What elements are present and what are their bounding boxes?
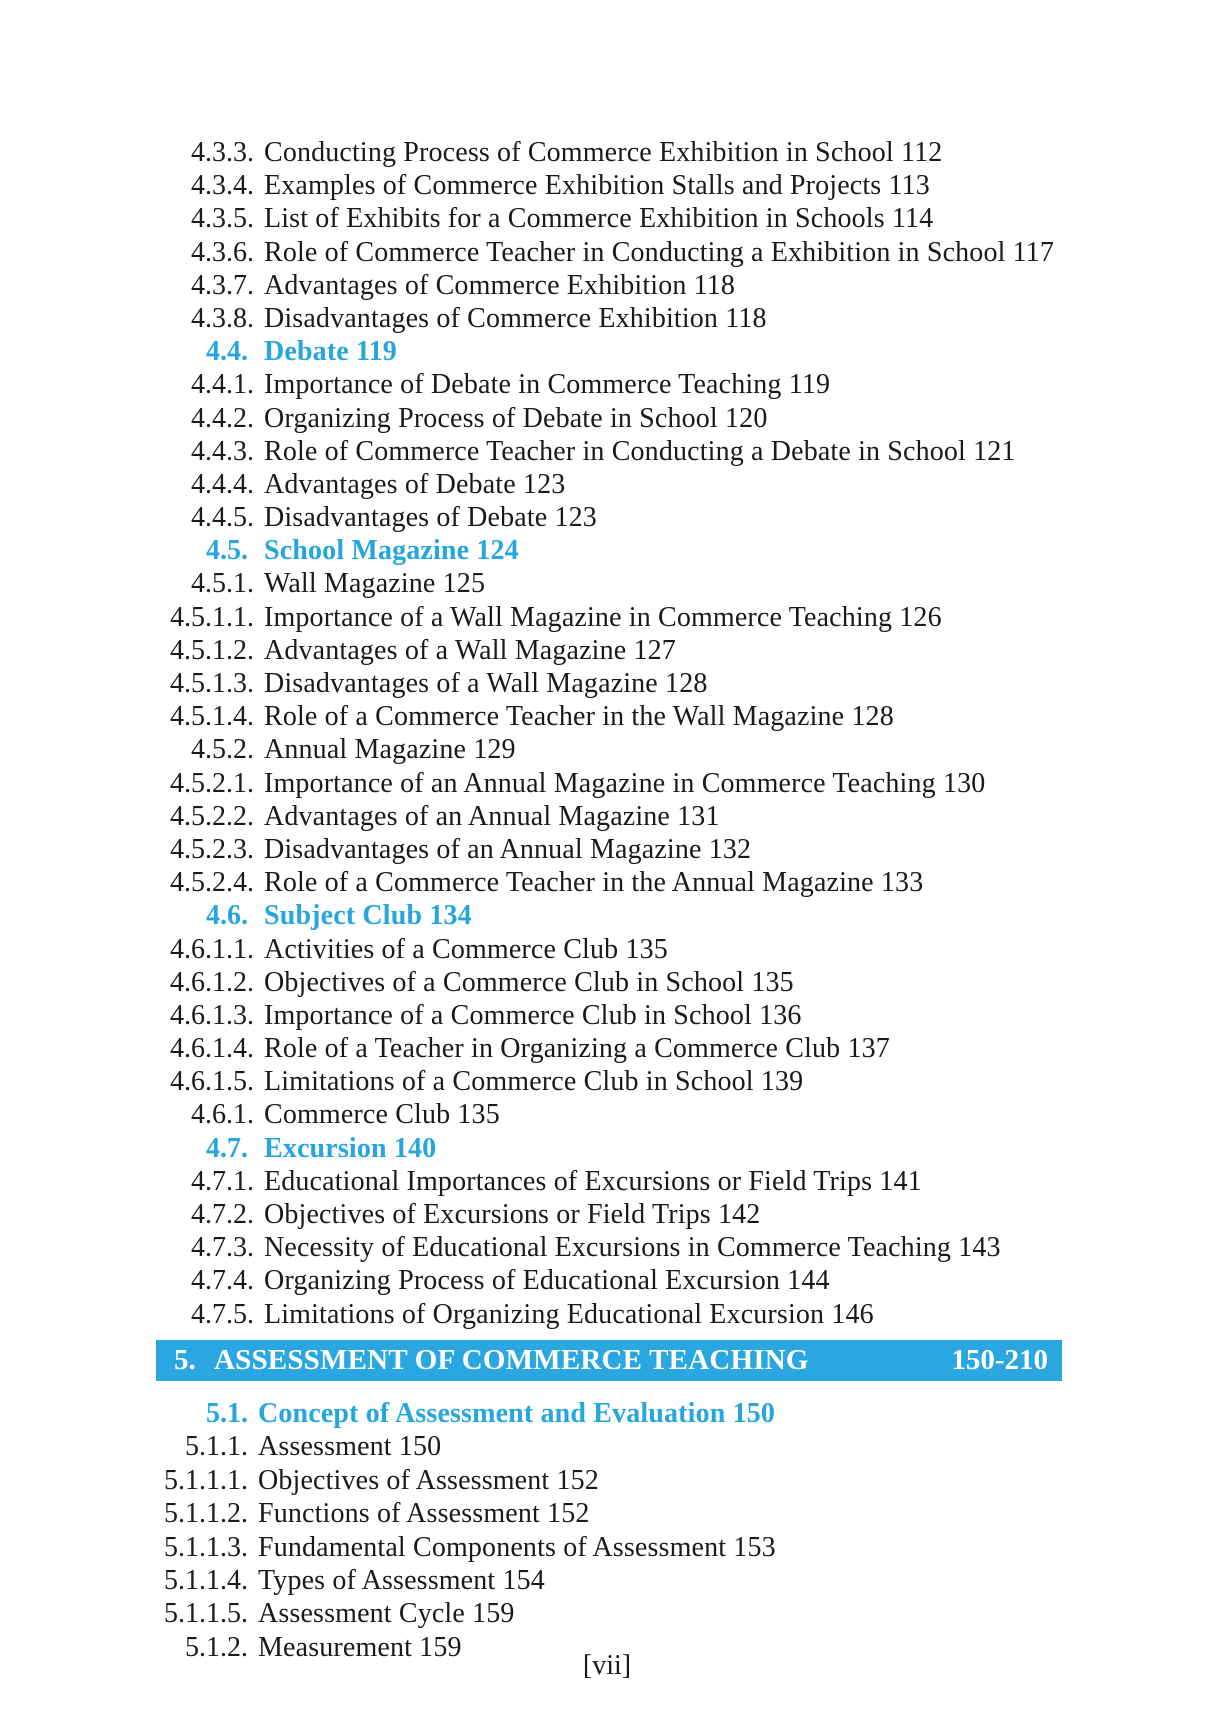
toc-entry-number: 4.5.	[206, 535, 248, 567]
toc-entry-title: Conducting Process of Commerce Exhibition in School 112	[264, 137, 943, 168]
toc-entry-number: 4.6.1.5.	[170, 1066, 254, 1098]
toc-entry-number: 4.5.1.2.	[170, 634, 254, 666]
toc-entry	[0, 634, 1214, 667]
toc-entry-title: Excursion 140	[264, 1132, 437, 1164]
toc-entry-number: 4.3.4.	[191, 170, 254, 202]
toc-entry	[0, 1198, 1214, 1231]
toc-entry-title: Annual Magazine 129	[264, 734, 516, 766]
toc-entry	[0, 1264, 1214, 1297]
toc-entry	[0, 1430, 1214, 1463]
toc-entry-number: 4.4.4.	[191, 468, 254, 500]
toc-entry-number: 4.4.1.	[191, 369, 254, 401]
toc-entry-title: Role of Commerce Teacher in Conducting a Exhibition in School 117	[264, 236, 1055, 268]
toc-entry-title: List of Exhibits for a Commerce Exhibition in Schools 114	[264, 203, 934, 235]
toc-entry-title: Role of Commerce Teacher in Conducting a Debate in School 121	[264, 435, 1016, 467]
toc-entry-title: Assessment Cycle 159	[258, 1598, 515, 1630]
toc-entry-title: Assessment 150	[258, 1431, 442, 1463]
toc-entry-title: Disadvantages of Debate 123	[264, 502, 597, 534]
toc-entry	[0, 302, 1214, 335]
toc-section-heading	[0, 335, 1214, 368]
toc-entry	[0, 468, 1214, 501]
toc-entry-title: Functions of Assessment 152	[258, 1498, 590, 1530]
toc-entry-number: 4.4.2.	[191, 402, 254, 434]
toc-entry-number: 5.1.2.	[185, 1631, 248, 1663]
toc-entry-number: 4.5.2.	[191, 734, 254, 766]
toc-entry-title: Limitations of a Commerce Club in School 139	[264, 1066, 804, 1098]
toc-entry-title: Disadvantages of a Wall Magazine 128	[264, 668, 708, 699]
toc-entry	[0, 402, 1214, 435]
toc-entry-number: 4.5.1.1.	[170, 601, 254, 633]
toc-entry	[0, 833, 1214, 866]
toc-entry-title: Commerce Club 135	[264, 1099, 500, 1131]
toc-section-heading	[0, 1132, 1214, 1165]
toc-entry	[0, 1497, 1214, 1530]
toc-entry-title: Organizing Process of Debate in School 120	[264, 402, 768, 434]
toc-entry	[0, 435, 1214, 468]
toc-entry-number: 5.1.	[206, 1398, 248, 1429]
toc-entry-title: Objectives of a Commerce Club in School 135	[264, 966, 794, 998]
toc-entry-title: Activities of a Commerce Club 135	[264, 933, 668, 965]
toc-entry-number: 5.1.1.1.	[164, 1464, 248, 1496]
toc-entry-number: 4.6.1.2.	[170, 966, 254, 998]
toc-entry-number: 4.7.1.	[191, 1165, 254, 1197]
toc-section-heading	[0, 534, 1214, 567]
toc-entry	[0, 700, 1214, 733]
toc-entry	[0, 136, 1214, 169]
toc-entry-title: Necessity of Educational Excursions in Commerce Teaching 143	[264, 1232, 1001, 1264]
toc-entry-number: 4.6.1.4.	[170, 1033, 254, 1065]
toc-entry-title: Disadvantages of an Annual Magazine 132	[264, 833, 752, 865]
toc-entry-number: 4.7.2.	[191, 1199, 254, 1230]
toc-entry-number: 4.6.	[206, 900, 248, 932]
toc-entry	[0, 236, 1214, 269]
toc-entry-title: Wall Magazine 125	[264, 568, 486, 600]
toc-entry-number: 4.4.	[206, 336, 248, 368]
chapter-page-range: 150-210	[951, 1344, 1048, 1376]
toc-entry-title: School Magazine 124	[264, 535, 519, 567]
toc-entry-title: Limitations of Organizing Educational Excursion 146	[264, 1298, 874, 1330]
toc-entry-title: Advantages of Commerce Exhibition 118	[264, 269, 736, 301]
toc-section-a	[0, 136, 1214, 1331]
toc-entry	[0, 733, 1214, 766]
toc-entry-title: Role of a Teacher in Organizing a Commerce Club 137	[264, 1033, 890, 1065]
toc-entry	[0, 169, 1214, 202]
toc-entry-title: Types of Assessment 154	[258, 1564, 545, 1596]
toc-entry-number: 5.1.1.4.	[164, 1564, 248, 1596]
toc-entry-number: 4.5.1.3.	[170, 668, 254, 699]
toc-entry-number: 4.3.6.	[191, 236, 254, 268]
toc-entry-number: 5.1.1.5.	[164, 1598, 248, 1630]
toc-entry-number: 4.5.2.4.	[170, 867, 254, 899]
toc-entry	[0, 601, 1214, 634]
toc-entry-title: Measurement 159	[258, 1631, 462, 1663]
toc-entry-title: Objectives of Assessment 152	[258, 1464, 599, 1496]
toc-entry-title: Concept of Assessment and Evaluation 150	[258, 1398, 776, 1429]
page-number: [vii]	[582, 1650, 632, 1681]
toc-entry-title: Debate 119	[264, 336, 397, 368]
toc-entry-title: Disadvantages of Commerce Exhibition 118	[264, 302, 767, 334]
toc-entry-number: 4.6.1.1.	[170, 933, 254, 965]
toc-entry-number: 4.3.3.	[191, 137, 254, 168]
toc-entry	[0, 667, 1214, 700]
toc-entry-number: 4.7.	[206, 1132, 248, 1164]
toc-entry	[0, 567, 1214, 600]
toc-entry-title: Organizing Process of Educational Excursion 144	[264, 1265, 830, 1297]
chapter-title: ASSESSMENT OF COMMERCE TEACHING	[214, 1344, 809, 1376]
toc-entry-title: Advantages of a Wall Magazine 127	[264, 634, 676, 666]
toc-entry	[0, 1032, 1214, 1065]
toc-entry	[0, 933, 1214, 966]
toc-entry-title: Importance of a Wall Magazine in Commerce Teaching 126	[264, 601, 942, 633]
toc-entry	[0, 866, 1214, 899]
toc-entry-title: Advantages of an Annual Magazine 131	[264, 800, 720, 832]
toc-entry-number: 4.3.8.	[191, 302, 254, 334]
toc-entry-title: Importance of an Annual Magazine in Commerce Teaching 130	[264, 767, 986, 799]
toc-entry	[0, 1531, 1214, 1564]
toc-entry	[0, 1597, 1214, 1630]
toc-entry	[0, 1298, 1214, 1331]
toc-entry	[0, 202, 1214, 235]
toc-entry-title: Role of a Commerce Teacher in the Annual Magazine 133	[264, 867, 924, 899]
toc-entry-number: 4.5.2.3.	[170, 833, 254, 865]
toc-section-heading	[0, 1397, 1214, 1430]
toc-entry	[0, 1098, 1214, 1131]
toc-section-heading	[0, 899, 1214, 932]
toc-entry	[0, 269, 1214, 302]
toc-entry-number: 4.6.1.3.	[170, 999, 254, 1031]
toc-entry-number: 4.6.1.	[191, 1099, 254, 1131]
toc-entry	[0, 501, 1214, 534]
toc-entry	[0, 767, 1214, 800]
chapter-number: 5.	[174, 1344, 196, 1376]
chapter-heading-band	[156, 1340, 1062, 1381]
toc-entry-number: 4.5.1.	[191, 568, 254, 600]
toc-entry-number: 4.5.2.2.	[170, 800, 254, 832]
toc-entry-number: 5.1.1.3.	[164, 1531, 248, 1563]
toc-entry-number: 4.5.1.4.	[170, 701, 254, 733]
toc-entry-title: Advantages of Debate 123	[264, 468, 566, 500]
toc-entry	[0, 1464, 1214, 1497]
toc-entry-number: 4.7.4.	[191, 1265, 254, 1297]
toc-entry	[0, 1231, 1214, 1264]
toc-entry	[0, 999, 1214, 1032]
toc-entry-number: 4.4.3.	[191, 435, 254, 467]
toc-entry-number: 4.4.5.	[191, 502, 254, 534]
toc-entry-number: 5.1.1.	[185, 1431, 248, 1463]
toc-entry-title: Importance of a Commerce Club in School 136	[264, 999, 802, 1031]
toc-entry-title: Subject Club 134	[264, 900, 472, 932]
toc-entry-title: Role of a Commerce Teacher in the Wall Magazine 128	[264, 701, 894, 733]
toc-entry	[0, 1165, 1214, 1198]
toc-entry-number: 4.5.2.1.	[170, 767, 254, 799]
toc-entry-title: Fundamental Components of Assessment 153	[258, 1531, 776, 1563]
toc-entry-number: 4.7.5.	[191, 1298, 254, 1330]
toc-entry-number: 4.7.3.	[191, 1232, 254, 1264]
toc-entry-title: Importance of Debate in Commerce Teaching 119	[264, 369, 831, 401]
toc-entry	[0, 800, 1214, 833]
toc-entry-title: Examples of Commerce Exhibition Stalls and Projects 113	[264, 170, 930, 202]
toc-entry	[0, 966, 1214, 999]
toc-entry-title: Objectives of Excursions or Field Trips 142	[264, 1199, 761, 1230]
toc-entry	[0, 1065, 1214, 1098]
toc-entry-number: 4.3.5.	[191, 203, 254, 235]
toc-entry	[0, 368, 1214, 401]
toc-section-b	[0, 1397, 1214, 1664]
toc-entry-number: 4.3.7.	[191, 269, 254, 301]
toc-entry-number: 5.1.1.2.	[164, 1498, 248, 1530]
toc-entry	[0, 1564, 1214, 1597]
toc-entry-title: Educational Importances of Excursions or Field Trips 141	[264, 1165, 922, 1197]
